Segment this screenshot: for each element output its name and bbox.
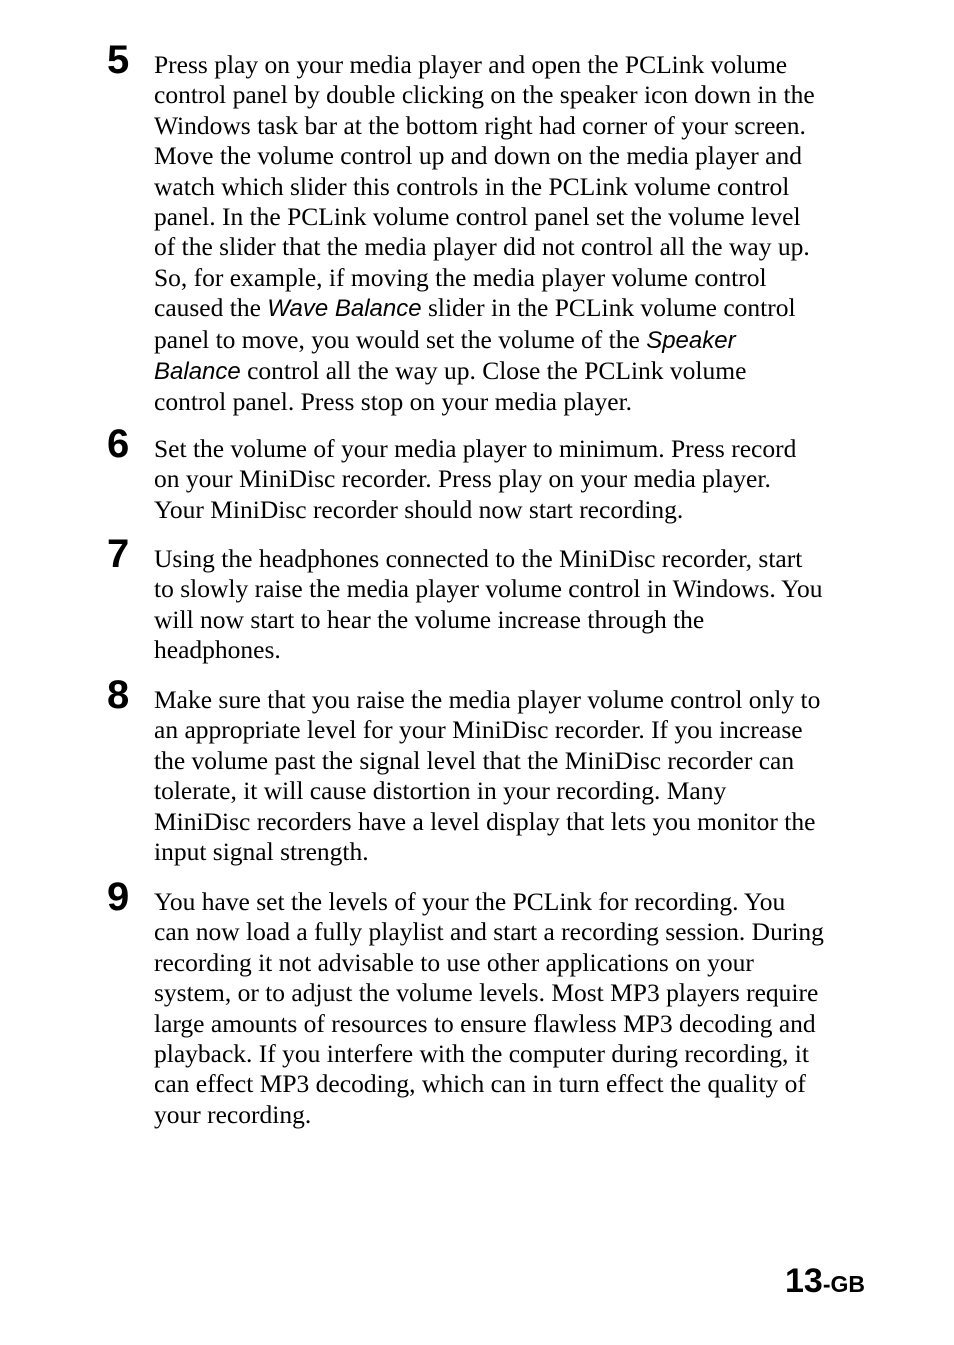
text-line: Your MiniDisc recorder should now start recording.: [154, 494, 684, 524]
text-line: watch which slider this controls in the PCLink volume control: [154, 171, 790, 201]
text-line: Using the headphones connected to the MiniDisc recorder, start: [154, 544, 803, 573]
text-line: to slowly raise the media player volume control in Windows. You: [154, 574, 823, 604]
text-line: system, or to adjust the volume levels. Most MP3 players require: [154, 978, 819, 1008]
text-line: on your MiniDisc recorder. Press play on your media player.: [154, 464, 771, 494]
text-line: will now start to hear the volume increase through the: [154, 604, 705, 634]
text-line: of the slider that the media player did not control all the way up.: [154, 232, 810, 262]
step-text: [154, 544, 866, 666]
text-line: Press play on your media player and open the PCLink volume: [154, 50, 788, 79]
page-number: [785, 1262, 865, 1301]
step-number: 5: [107, 38, 130, 82]
control-name-speaker: Speaker: [646, 326, 736, 354]
control-name-wave-balance: Wave Balance: [267, 295, 422, 323]
text-line: tolerate, it will cause distortion in your recording. Many: [154, 776, 727, 806]
control-name-balance: Balance: [154, 358, 241, 386]
step-number: 7: [107, 532, 130, 576]
text-segment: slider in the PCLink volume control: [421, 293, 796, 323]
text-line: headphones.: [154, 635, 281, 665]
text-line: the volume past the signal level that the MiniDisc recorder can: [154, 745, 795, 775]
step-text: [154, 887, 866, 1130]
text-line: Set the volume of your media player to minimum. Press record: [154, 434, 797, 463]
text-line: [154, 293, 866, 324]
text-line: can now load a fully playlist and start a recording session. During: [154, 917, 824, 947]
step-text: [154, 434, 866, 525]
text-line: control panel by double clicking on the speaker icon down in the: [154, 80, 815, 110]
text-line: Windows task bar at the bottom right had corner of your screen.: [154, 110, 806, 140]
text-line: MiniDisc recorders have a level display that lets you monitor the: [154, 806, 816, 836]
text-line: [154, 325, 866, 356]
text-line: control panel. Press stop on your media player.: [154, 387, 633, 417]
step-number: 9: [107, 875, 130, 919]
text-line: Move the volume control up and down on the media player and: [154, 141, 802, 171]
text-segment: control all the way up. Close the PCLink volume: [240, 356, 747, 386]
text-line: input signal strength.: [154, 837, 369, 867]
text-line: You have set the levels of your the PCLink for recording. You: [154, 887, 786, 916]
text-line: So, for example, if moving the media player volume control: [154, 262, 767, 292]
page-number-value: 13: [785, 1262, 823, 1300]
step-text: [154, 685, 866, 867]
text-line: Make sure that you raise the media player volume control only to: [154, 685, 821, 714]
text-line: an appropriate level for your MiniDisc recorder. If you increase: [154, 715, 803, 745]
step-text: [154, 50, 866, 418]
step-number: 6: [107, 422, 130, 466]
text-line: recording it not advisable to use other applications on your: [154, 947, 754, 977]
step-number: 8: [107, 673, 130, 717]
text-line: [154, 356, 866, 387]
text-line: your recording.: [154, 1099, 312, 1129]
text-line: large amounts of resources to ensure flawless MP3 decoding and: [154, 1008, 816, 1038]
text-line: can effect MP3 decoding, which can in turn effect the quality of: [154, 1069, 806, 1099]
text-segment: caused the: [154, 293, 268, 323]
text-line: playback. If you interfere with the computer during recording, it: [154, 1039, 809, 1069]
text-segment: panel to move, you would set the volume of the: [154, 324, 647, 354]
page-number-suffix: -GB: [822, 1271, 865, 1297]
text-line: panel. In the PCLink volume control panel set the volume level: [154, 202, 801, 232]
